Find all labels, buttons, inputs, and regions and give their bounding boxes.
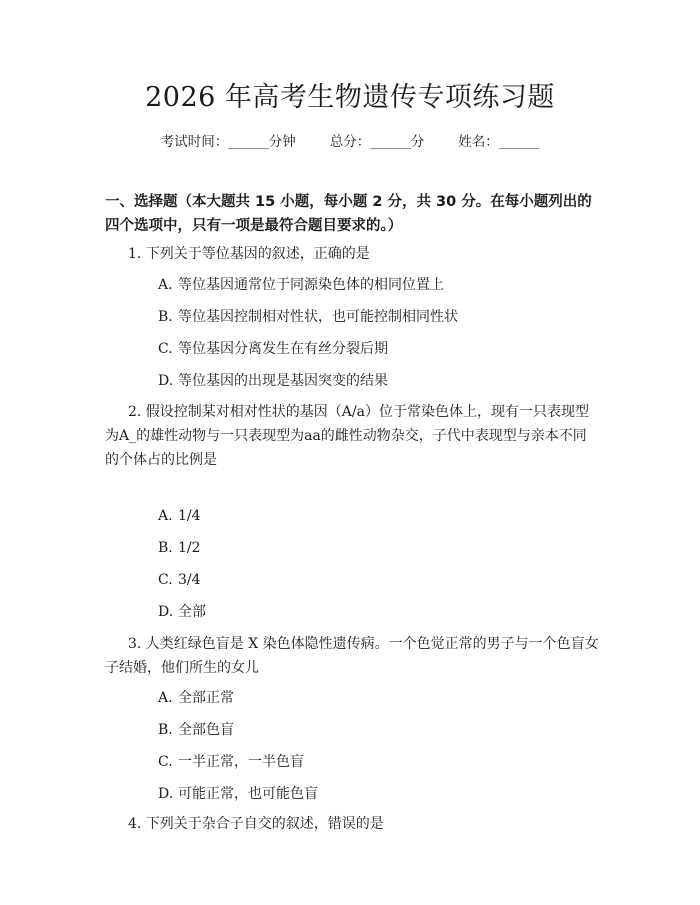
option-letter: D. — [158, 604, 174, 620]
option-letter: A. — [158, 508, 173, 524]
exam-time-field: 考试时间：______分钟 — [160, 134, 296, 150]
option-c — [158, 752, 600, 772]
option-text: 等位基因通常位于同源染色体的相同位置上 — [178, 277, 444, 293]
exam-meta — [0, 133, 700, 151]
page-title: 2026 年高考生物遗传专项练习题 — [145, 82, 555, 113]
question-stem: 3. 人类红绿色盲是 X 染色体隐性遗传病。一个色觉正常的男子与一个色盲女子结婚，他们所生的女儿 — [105, 636, 599, 676]
option-text: 全部色盲 — [178, 722, 234, 738]
question-stem: 2. 假设控制某对相对性状的基因（A/a）位于常染色体上，现有一只表现型为A_的雄性动物与一只表现型为aa的雌性动物杂交，子代中表现型与亲本不同的个体占的比例是 — [105, 404, 589, 468]
option-text: 1/4 — [178, 508, 201, 524]
option-c — [158, 339, 600, 359]
option-text: 等位基因分离发生在有丝分裂后期 — [178, 341, 388, 357]
option-text: 一半正常，一半色盲 — [178, 754, 304, 770]
option-text: 可能正常，也可能色盲 — [178, 786, 318, 802]
option-letter: B. — [158, 540, 173, 556]
option-letter: A. — [158, 277, 173, 293]
section-heading: 一、选择题（本大题共 15 小题，每小题 2 分，共 30 分。在每小题列出的四个选项中，只有一项是最符合题目要求的。） — [105, 194, 592, 234]
option-letter: D. — [158, 373, 174, 389]
option-a — [158, 506, 600, 526]
option-d — [158, 602, 600, 622]
question-stem: 1. 下列关于等位基因的叙述，正确的是 — [128, 246, 370, 262]
option-text: 等位基因控制相对性状，也可能控制相同性状 — [178, 309, 458, 325]
option-c — [158, 570, 600, 590]
option-b — [158, 538, 600, 558]
option-letter: B. — [158, 309, 173, 325]
option-letter: C. — [158, 754, 173, 770]
option-text: 等位基因的出现是基因突变的结果 — [178, 373, 388, 389]
option-letter: C. — [158, 341, 173, 357]
option-letter: C. — [158, 572, 173, 588]
option-d — [158, 784, 600, 804]
option-b — [158, 307, 600, 327]
option-letter: B. — [158, 722, 173, 738]
option-text: 1/2 — [178, 540, 201, 556]
student-name-field: 姓名：______ — [458, 134, 540, 150]
option-letter: D. — [158, 786, 174, 802]
option-a — [158, 688, 600, 708]
option-text: 3/4 — [178, 572, 201, 588]
option-d — [158, 371, 600, 391]
option-letter: A. — [158, 690, 173, 706]
option-text: 全部 — [178, 604, 206, 620]
option-text: 全部正常 — [178, 690, 234, 706]
option-a — [158, 275, 600, 295]
option-b — [158, 720, 600, 740]
total-score-field: 总分：______分 — [329, 134, 425, 150]
question-stem: 4. 下列关于杂合子自交的叙述，错误的是 — [128, 816, 384, 832]
